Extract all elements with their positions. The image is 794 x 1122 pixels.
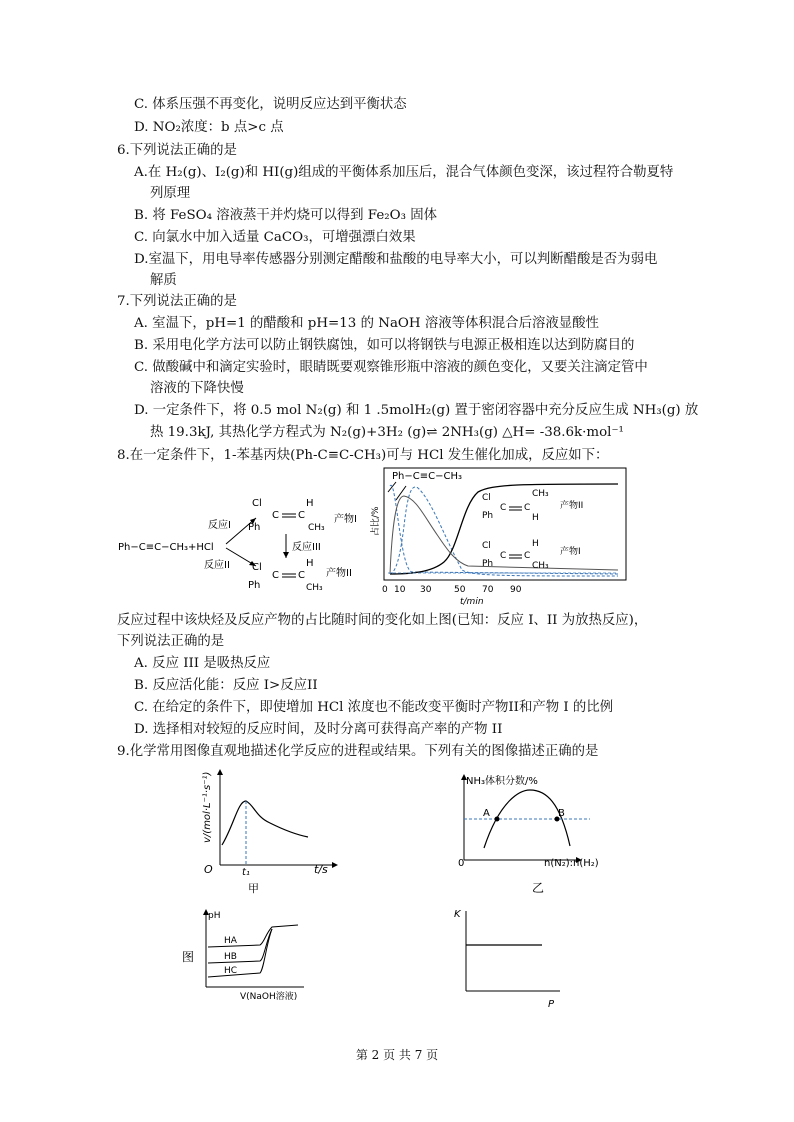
p1-ph: Ph bbox=[248, 522, 261, 533]
page-footer: 第 2 页 共 7 页 bbox=[355, 1048, 439, 1062]
q9-graph-yi bbox=[450, 768, 630, 898]
q6-option-d-line2: 解质 bbox=[150, 273, 177, 288]
p2-ph: Ph bbox=[248, 580, 261, 591]
graph-yaxis-label: 占比/% bbox=[371, 506, 381, 536]
p1-ch3: CH₃ bbox=[308, 523, 325, 533]
g-p2-cl: Cl bbox=[482, 493, 491, 503]
yi-xaxis-label: n(N₂):n(H₂) bbox=[544, 858, 599, 869]
p1-c1: C bbox=[272, 510, 279, 521]
ph-xaxis-label: V(NaOH溶液) bbox=[240, 992, 298, 1002]
xtick-70: 70 bbox=[482, 585, 494, 595]
q8-reaction-scheme bbox=[112, 466, 692, 606]
q8-stem: 8.在一定条件下，1-苯基丙炔(Ph-C≡C-CH₃)可与 HCl 发生催化加成，反应如下： bbox=[117, 448, 609, 463]
jia-yaxis-label: v/(mol·L⁻¹·s⁻¹) bbox=[202, 771, 213, 843]
xtick-0: 0 bbox=[382, 585, 388, 595]
xtick-90: 90 bbox=[510, 585, 522, 595]
p1-c2: C bbox=[298, 510, 305, 521]
q5-option-d: D. NO₂浓度：b 点>c 点 bbox=[134, 120, 284, 135]
g-p1-ch3: CH₃ bbox=[532, 561, 549, 571]
q6-option-c: C. 向氯水中加入适量 CaCO₃，可增强漂白效果 bbox=[134, 230, 416, 245]
g-p2-ch3: CH₃ bbox=[532, 489, 549, 499]
p2-c2: C bbox=[298, 570, 305, 581]
jia-curve bbox=[222, 801, 308, 845]
g-p2-c2: C bbox=[524, 503, 531, 513]
q9-graph-ph bbox=[180, 905, 340, 1005]
xtick-30: 30 bbox=[420, 585, 432, 595]
q9-stem: 9.化学常用图像直观地描述化学反应的进程或结果。下列有关的图像描述正确的是 bbox=[117, 744, 599, 759]
q6-option-a-line2: 列原理 bbox=[150, 186, 191, 201]
g-p1-h: H bbox=[532, 539, 539, 549]
q7-stem: 7.下列说法正确的是 bbox=[117, 294, 237, 309]
alkyne-dashed-curve bbox=[390, 487, 618, 576]
reaction3-label: 反应III bbox=[292, 542, 321, 553]
p2-ch3: CH₃ bbox=[306, 583, 323, 593]
g-p2-ph: Ph bbox=[482, 511, 494, 521]
yi-origin: 0 bbox=[458, 858, 465, 869]
q6-option-d-line1: D.室温下，用电导率传感器分别测定醋酸和盐酸的电导率大小，可以判断醋酸是否为弱电 bbox=[134, 252, 658, 267]
yi-caption: 乙 bbox=[532, 881, 545, 895]
p1-h: H bbox=[306, 498, 314, 509]
jia-xaxis-label: t/s bbox=[314, 863, 328, 876]
hb-label: HB bbox=[224, 952, 237, 962]
g-p2-h: H bbox=[532, 513, 539, 523]
p2-cl: Cl bbox=[252, 562, 262, 573]
g-p1-cl: Cl bbox=[482, 541, 491, 551]
ha-label: HA bbox=[224, 936, 237, 946]
q9-graph-kp bbox=[450, 905, 570, 1015]
reactant-label: Ph−C≡C−CH₃+HCl bbox=[118, 542, 214, 553]
yi-label-b: B bbox=[558, 808, 565, 819]
q8-graph-frame bbox=[384, 468, 626, 580]
kp-xaxis-label: P bbox=[548, 999, 555, 1010]
q7-option-d-line1: D. 一定条件下，将 0.5 mol N₂(g) 和 1 .5molH₂(g) 置于密闭容器中充分反应生成 NH₃(g) 放 bbox=[134, 403, 699, 418]
p2-h: H bbox=[306, 558, 314, 569]
g-p2-c1: C bbox=[500, 503, 507, 513]
yi-label-a: A bbox=[483, 808, 490, 819]
q8-option-a: A. 反应 III 是吸热反应 bbox=[134, 656, 271, 671]
ph-side-label: 图 bbox=[182, 950, 195, 964]
ha-curve bbox=[208, 925, 298, 947]
q8-description-line1: 反应过程中该炔烃及反应产物的占比随时间的变化如上图(已知：反应 I、II 为放热反应)， bbox=[117, 613, 648, 628]
product2-label: 产物II bbox=[326, 568, 352, 579]
q9-graph-jia bbox=[190, 765, 350, 895]
graph-product2-label: 产物II bbox=[560, 501, 584, 511]
q7-option-c-line2: 溶液的下降快慢 bbox=[150, 381, 244, 396]
q5-option-c: C. 体系压强不再变化，说明反应达到平衡状态 bbox=[134, 97, 407, 112]
q7-option-a: A. 室温下，pH=1 的醋酸和 pH=13 的 NaOH 溶液等体积混合后溶液显酸性 bbox=[134, 316, 599, 331]
yi-yaxis-label: NH₃体积分数/% bbox=[466, 776, 538, 787]
q8-option-d: D. 选择相对较短的反应时间，及时分离可获得高产率的产物 II bbox=[134, 722, 503, 737]
g-p1-ph: Ph bbox=[482, 559, 494, 569]
q6-stem: 6.下列说法正确的是 bbox=[117, 143, 237, 158]
q8-option-b: B. 反应活化能：反应 I>反应II bbox=[134, 678, 318, 693]
reaction1-label: 反应I bbox=[208, 520, 231, 531]
p1-cl: Cl bbox=[252, 498, 262, 509]
graph-product1-label: 产物I bbox=[560, 547, 581, 557]
p2-c1: C bbox=[272, 570, 279, 581]
graph-reactant-label: Ph−C≡C−CH₃ bbox=[392, 471, 462, 482]
q8-description-line2: 下列说法正确的是 bbox=[117, 634, 225, 649]
q6-option-a-line1: A.在 H₂(g)、I₂(g)和 HI(g)组成的平衡体系加压后，混合气体颜色变深，该过程符合勒夏特 bbox=[134, 165, 674, 180]
jia-t1: t₁ bbox=[242, 867, 250, 878]
g-p1-c2: C bbox=[524, 551, 531, 561]
q6-option-b: B. 将 FeSO₄ 溶液蒸干并灼烧可以得到 Fe₂O₃ 固体 bbox=[134, 208, 438, 223]
hc-curve bbox=[208, 929, 272, 977]
xtick-10: 10 bbox=[394, 585, 406, 595]
ph-yaxis-label: pH bbox=[208, 911, 221, 921]
q8-option-c: C. 在给定的条件下，即使增加 HCl 浓度也不能改变平衡时产物II和产物 I 的比例 bbox=[134, 700, 614, 715]
yi-point-a bbox=[495, 817, 500, 822]
q8-graph bbox=[369, 468, 626, 606]
xaxis-label: t/min bbox=[460, 597, 484, 606]
xtick-50: 50 bbox=[454, 585, 466, 595]
q7-option-b: B. 采用电化学方法可以防止钢铁腐蚀，如可以将钢铁与电源正极相连以达到防腐目的 bbox=[134, 338, 635, 353]
jia-origin: O bbox=[204, 863, 213, 876]
q7-option-d-line2: 热 19.3kJ, 其热化学方程式为 N₂(g)+3H₂ (g)⇌ 2NH₃(g) △H= -38.6k·mol⁻¹ bbox=[150, 425, 624, 440]
jia-caption: 甲 bbox=[248, 882, 259, 895]
product1-label: 产物I bbox=[334, 514, 357, 525]
reaction2-label: 反应II bbox=[204, 560, 230, 571]
kp-yaxis-label: K bbox=[454, 909, 461, 920]
hc-label: HC bbox=[224, 966, 238, 976]
g-p1-c1: C bbox=[500, 551, 507, 561]
q7-option-c-line1: C. 做酸碱中和滴定实验时，眼睛既要观察锥形瓶中溶液的颜色变化，又要关注滴定管中 bbox=[134, 360, 648, 375]
